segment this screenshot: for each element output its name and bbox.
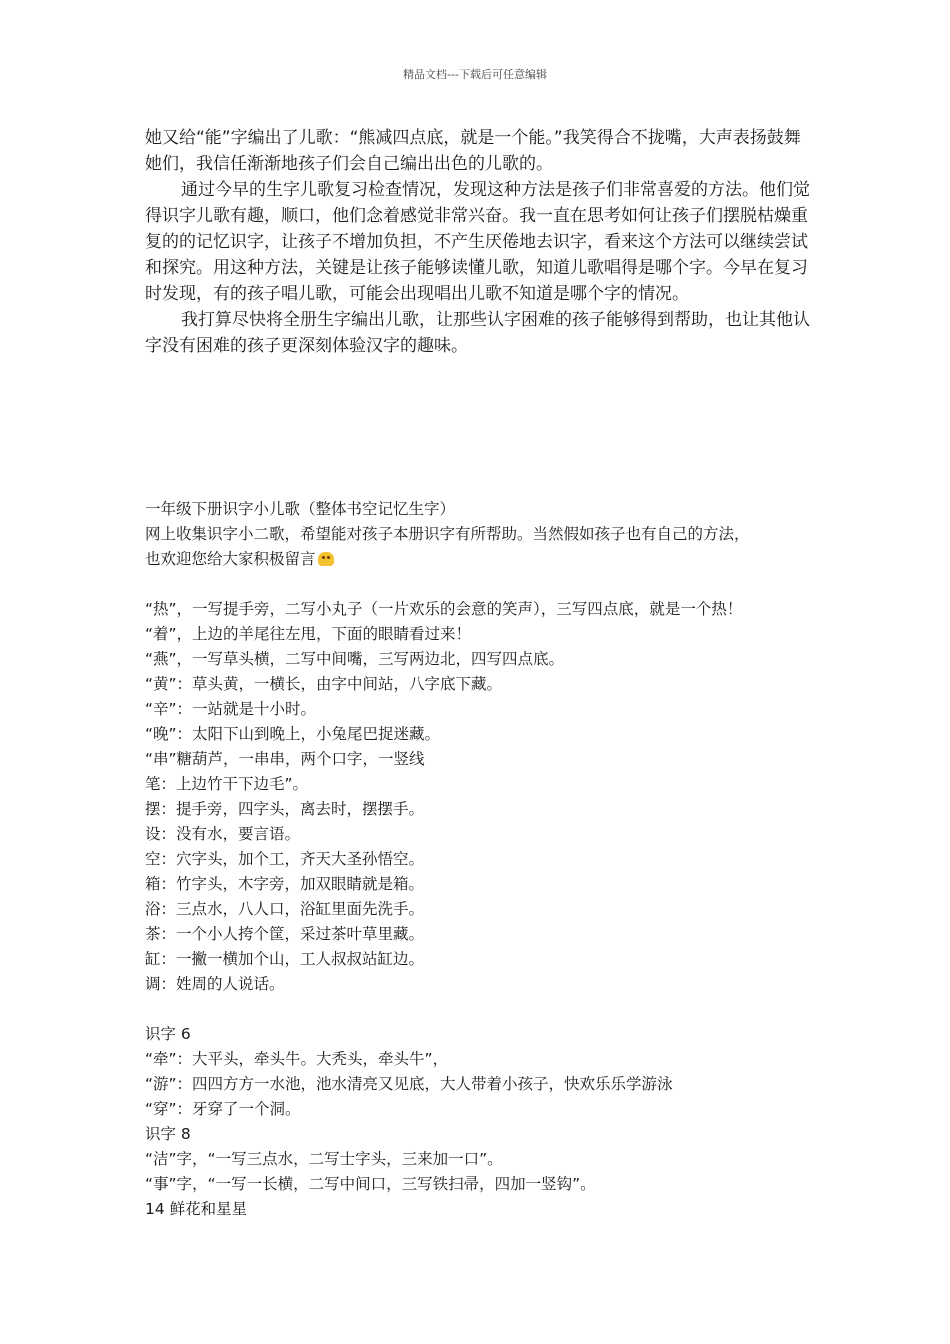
smiling-face-icon <box>318 552 334 566</box>
song-line: “热”，一写提手旁，二写小丸子（一片欢乐的会意的笑声），三写四点底，就是一个热！ <box>145 600 743 618</box>
song-line: “洁”字，“一写三点水，二写士字头，三来加一口”。 <box>145 1150 503 1168</box>
song-line: “辛”：一站就是十小时。 <box>145 700 317 718</box>
essay-paragraph-1: 她又给“能”字编出了儿歌：“熊减四点底，就是一个能。”我笑得合不拢嘴，大声表扬鼓舞她们，我信任渐渐地孩子们会自己编出出色的儿歌的。 <box>145 128 801 174</box>
page-header: 精品文档---下载后可任意编辑 <box>403 68 547 81</box>
song-line: 笔：上边竹干下边毛”。 <box>145 775 309 793</box>
song-line: 摆：提手旁，四字头，离去时，摆摆手。 <box>145 800 425 818</box>
song-line: “燕”，一写草头横，二写中间嘴，三写两边北，四写四点底。 <box>145 650 565 668</box>
section-title: 一年级下册识字小儿歌（整体书空记忆生字） <box>145 500 456 518</box>
essay-paragraph-2: 通过今早的生字儿歌复习检查情况，发现这种方法是孩子们非常喜爱的方法。他们觉得识字儿歌有趣，顺口，他们念着感觉非常兴奋。我一直在思考如何让孩子们摆脱枯燥重复的的记忆识字，让孩子不增加负担，不产生厌倦地去识字，看来这个方法可以继续尝试和探究。用这种方法，关键是让孩子能够读懂儿歌，知道儿歌唱得是哪个字。今早在复习时发现，有的孩子唱儿歌，可能会出现唱出儿歌不知道是哪个字的情况。 <box>145 180 810 304</box>
section-heading-14: 14 鲜花和星星 <box>145 1200 248 1218</box>
section-heading-8: 识字 8 <box>145 1125 191 1143</box>
literacy-songs-section <box>145 497 825 1222</box>
intro-line-2-text: 也欢迎您给大家积极留言 <box>145 550 316 568</box>
essay-section <box>145 125 810 359</box>
song-line: 浴：三点水，八人口，浴缸里面先洗手。 <box>145 900 425 918</box>
song-line: “事”字，“一写一长横，二写中间口，三写铁扫帚，四加一竖钩”。 <box>145 1175 596 1193</box>
song-line: 茶：一个小人挎个筐，采过茶叶草里藏。 <box>145 925 425 943</box>
section-heading-6: 识字 6 <box>145 1025 191 1043</box>
intro-line-1: 网上收集识字小二歌，希望能对孩子本册识字有所帮助。当然假如孩子也有自己的方法， <box>145 525 750 543</box>
spacer <box>145 572 825 597</box>
essay-paragraph-3: 我打算尽快将全册生字编出儿歌，让那些认字困难的孩子能够得到帮助，也让其他认字没有困难的孩子更深刻体验汉字的趣味。 <box>145 310 810 356</box>
song-line: 缸：一撇一横加个山，工人叔叔站缸边。 <box>145 950 425 968</box>
song-line: “晚”：太阳下山到晚上，小兔尾巴捉迷藏。 <box>145 725 441 743</box>
song-line: “牵”：大平头，牵头牛。大秃头，牵头牛”， <box>145 1050 449 1068</box>
spacer <box>145 997 825 1022</box>
song-line: “着”，上边的羊尾往左甩，下面的眼睛看过来！ <box>145 625 472 643</box>
song-line: 箱：竹字头，木字旁，加双眼睛就是箱。 <box>145 875 425 893</box>
song-line: “游”：四四方方一水池，池水清亮又见底，大人带着小孩子，快欢乐乐学游泳 <box>145 1075 673 1093</box>
song-line: “串”糖葫芦，一串串，两个口字，一竖线 <box>145 750 425 768</box>
song-line: 空：穴字头，加个工，齐天大圣孙悟空。 <box>145 850 425 868</box>
song-line: “穿”：牙穿了一个洞。 <box>145 1100 301 1118</box>
intro-line-2 <box>145 547 825 572</box>
song-line: 设：没有水，要言语。 <box>145 825 301 843</box>
song-line: 调：姓周的人说话。 <box>145 975 285 993</box>
song-line: “黄”：草头黄，一横长，由字中间站，八字底下藏。 <box>145 675 503 693</box>
